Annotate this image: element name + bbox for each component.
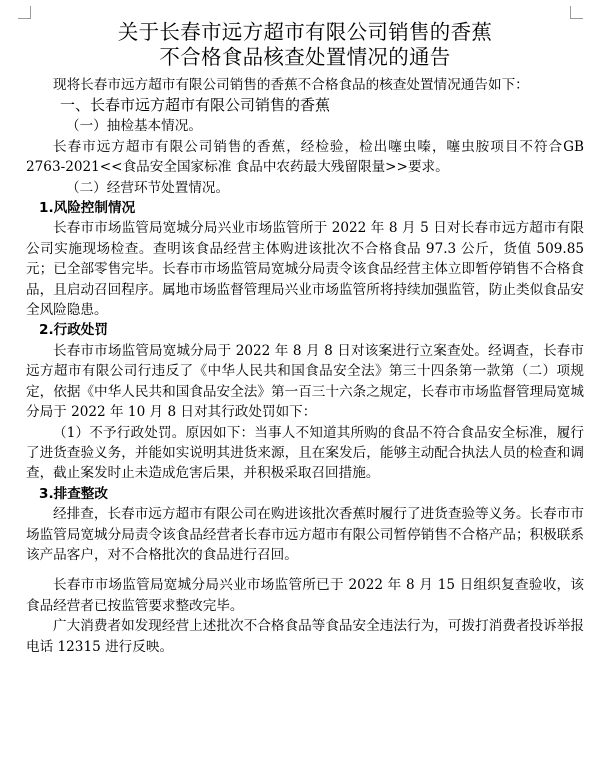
closing-paragraph: 广大消费者如发现经营上述批次不合格食品等食品安全违法行为，可拨打消费者投诉举报电话 12315 进行反映。 xyxy=(26,618,584,655)
page-corner-mark-left xyxy=(18,6,31,19)
title-line-2: 不合格食品核查处置情况的通告 xyxy=(159,45,451,69)
page-corner-mark-right xyxy=(570,6,583,19)
section-heading: 一、长春市远方超市有限公司销售的香蕉 xyxy=(60,96,331,115)
penalty-detail-paragraph: （1）不予行政处罚。原因如下：当事人不知道其所购的食品不符合食品安全标准，履行了进货查验义务，并能如实说明其进货来源，且在案发后，能够主动配合执法人员的检查和调查，截止案发时止未造成危害后果，并积极采取召回措施。 xyxy=(26,424,584,482)
subsection-heading-sampling: （一）抽检基本情况。 xyxy=(66,118,202,135)
sampling-paragraph: 长春市远方超市有限公司销售的香蕉，经检验，检出噻虫嗪，噻虫胺项目不符合GB 2763-2021<<食品安全国家标准 食品中农药最大残留限量>>要求。 xyxy=(26,138,584,176)
risk-control-paragraph: 长春市市场监管局宽城分局兴业市场监管所于 2022 年 8 月 5 日对长春市远方超市有限公司实施现场检查。查明该食品经营主体购进该批次不合格食品 97.3 公斤，货值 509.85 元；已全部零售完毕。长春市市场监管局宽城分局责令该食品经营主体立即暂停销售不合格食品，且启动召回程序。属地市场监督管理局兴业市场监管所将持续加强监管，防止类似食品安全风险隐患。 xyxy=(26,220,584,319)
document-page xyxy=(26,20,584,657)
heading-risk-control: 1.风险控制情况 xyxy=(39,200,136,217)
intro-paragraph: 现将长春市远方超市有限公司销售的香蕉不合格食品的核查处置情况通告如下： xyxy=(53,77,529,93)
heading-administrative-penalty: 2.行政处罚 xyxy=(39,322,108,339)
paragraph-gap xyxy=(26,565,584,575)
document-title xyxy=(26,20,584,70)
heading-investigation-rectification: 3.排查整改 xyxy=(39,485,108,502)
recheck-paragraph: 长春市市场监管局宽城分局兴业市场监管所已于 2022 年 8 月 15 日组织复查验收，该食品经营者已按监管要求整改完毕。 xyxy=(26,577,584,614)
title-line-1: 关于长春市远方超市有限公司销售的香蕉 xyxy=(117,20,493,44)
subsection-heading-handling: （二）经营环节处置情况。 xyxy=(66,179,230,196)
penalty-paragraph: 长春市市场监管局宽城分局于 2022 年 8 月 8 日对该案进行立案查处。经调查，长春市远方超市有限公司行违反了《中华人民共和国食品安全法》第三十四条第一款第（二）项规定，依据《中华人民共和国食品安全法》第一百三十六条之规定，长春市市场监督管理局宽城分局于 2022 年 10 月 8 日对其行政处罚如下： xyxy=(26,342,584,421)
investigation-paragraph: 经排查，长春市远方超市有限公司在购进该批次香蕉时履行了进货查验等义务。长春市市场监管局宽城分局责令该食品经营者长春市远方超市有限公司暂停销售不合格产品；积极联系该产品客户，对不合格批次的食品进行召回。 xyxy=(26,506,584,563)
